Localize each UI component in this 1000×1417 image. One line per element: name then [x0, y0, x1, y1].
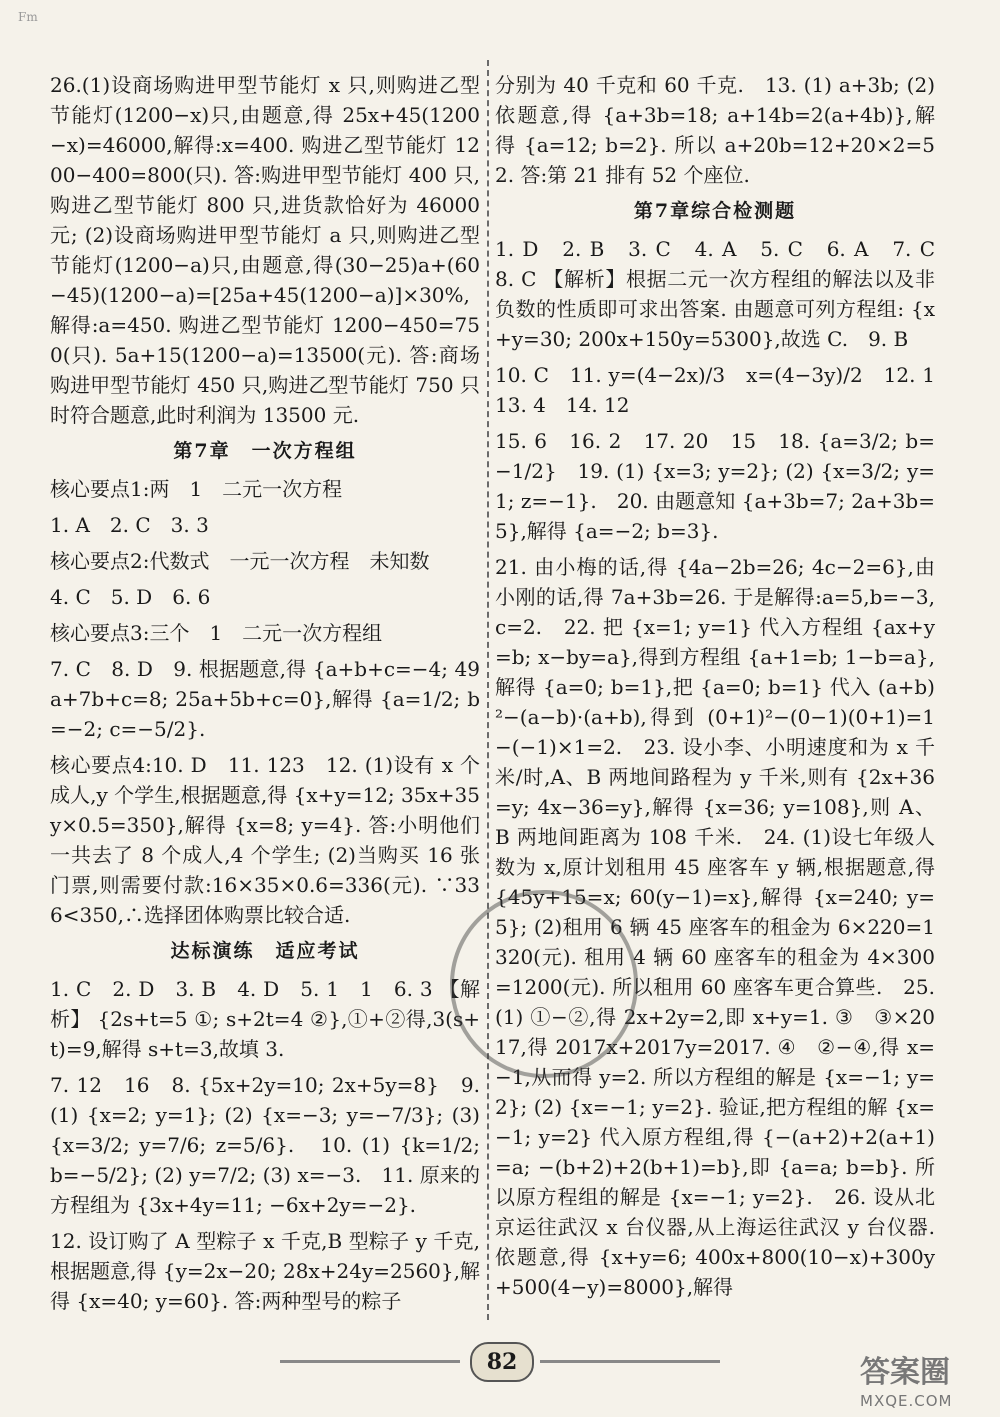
answer-paragraph: 7. 12 16 8. {5x+2y=10; 2x+5y=8} 9. (1) {x=2; y=1}; (2) {x=−3; y=−7/3}; (3) {x=3/2; y=7/6; z=5/6}. 10. (1) {k=1/2; b=−5/2}; (2) y=7/2; (3) x=−3. 11. 原来的方程组为 {3x+4y=11; −6x+2y=−2}.: [50, 1073, 480, 1217]
section-heading: 达标演练 适应考试: [170, 940, 360, 962]
answer-paragraph: 10. C 11. y=(4−2x)/3 x=(4−3y)/2 12. 1 13. 4 14. 12: [495, 363, 955, 417]
answer-paragraph: 核心要点4:10. D 11. 123 12. (1)设有 x 个成人,y 个学生,根据题意,得 {x+y=12; 35x+35y×0.5=350},解得 {x=8; y=4}. 答:小明他们一共去了 8 个成人,4 个学生; (2)当购买 16 张门票,则需要付款:16×35×0.6=336(元). ∵336<350,∴选择团体购票比较合适.: [50, 753, 480, 927]
answer-paragraph: 12. 设订购了 A 型粽子 x 千克,B 型粽子 y 千克,根据题意,得 {y=2x−20; 28x+24y=2560},解得 {x=40; y=60}. 答:两种型号的粽子: [50, 1229, 480, 1313]
answer-paragraph: 4. C 5. D 6. 6: [50, 585, 211, 609]
footer-ornament-left: [280, 1360, 460, 1363]
answer-paragraph: 1. C 2. D 3. B 4. D 5. 1 1 6. 3 【解析】 {2s+t=5 ①; s+2t=4 ②},①+②得,3(s+t)=9,解得 s+t=3,故填 3.: [50, 977, 480, 1061]
answer-paragraph: 15. 6 16. 2 17. 20 15 18. {a=3/2; b=−1/2} 19. (1) {x=3; y=2}; (2) {x=3/2; y=1; z=−1}. 20. 由题意知 {a+3b=7; 2a+3b=5},解得 {a=−2; b=3}.: [495, 429, 935, 543]
left-column: [50, 70, 480, 1322]
edge-mark: Fm: [18, 10, 38, 24]
right-column: [495, 70, 955, 1308]
section-heading: 第7章综合检测题: [633, 200, 797, 222]
answer-paragraph: 1. D 2. B 3. C 4. A 5. C 6. A 7. C 8. C 【解析】根据二元一次方程组的解法以及非负数的性质即可求出答案. 由题意可列方程组: {x+y=30; 200x+150y=5300},故选 C. 9. B: [495, 237, 955, 351]
column-divider: [487, 60, 489, 1320]
page-footer: [0, 1340, 1000, 1380]
answer-paragraph: 核心要点3:三个 1 二元一次方程组: [50, 621, 383, 645]
section-heading: 第7章 一次方程组: [173, 440, 357, 462]
answer-paragraph: 21. 由小梅的话,得 {4a−2b=26; 4c−2=6},由小刚的话,得 7a+3b=26. 于是解得:a=5,b=−3,c=2. 22. 把 {x=1; y=1} 代入方程组 {ax+y=b; x−by=a},得到方程组 {a+1=b; 1−b=a},解得 {a=0; b=1},把 {a=0; b=1} 代入 (a+b)²−(a−b)·(a+b),得到 (0+1)²−(0−1)(0+1)=1−(−1)×1=2. 23. 设小李、小明速度和为 x 千米/时,A、B 两地间路程为 y 千米,则有 {2x+36=y; 4x−36=y},解得 {x=36; y=108},则 A、B 两地间距离为 108 千米. 24. (1)设七年级人数为 x,原计划租用 45 座客车 y 辆,根据题意,得 {45y+15=x; 60(y−1)=x},解得 {x=240; y=5}; (2)租用 6 辆 45 座客车的租金为 6×220=1320(元). 租用 4 辆 60 座客车的租金为 4×300=1200(元). 所以租用 60 座客车更合算些. 25. (1) ①−②,得 2x+2y=2,即 x+y=1. ③ ③×2017,得 2017x+2017y=2017. ④ ②−④,得 x=−1,从而得 y=2. 所以方程组的解是 {x=−1; y=2}; (2) {x=−1; y=2}. 验证,把方程组的解 {x=−1; y=2} 代入原方程组,得 {−(a+2)+2(a+1)=a; −(b+2)+2(b+1)=b},即 {a=a; b=b}. 所以原方程组的解是 {x=−1; y=2}. 26. 设从北京运往武汉 x 台仪器,从上海运往武汉 y 台仪器. 依题意,得 {x+y=6; 400x+800(10−x)+300y+500(4−y)=8000},解得: [495, 555, 935, 1299]
footer-ornament-right: [540, 1360, 720, 1363]
answer-paragraph: 分别为 40 千克和 60 千克. 13. (1) a+3b; (2)依题意,得 {a+3b=18; a+14b=2(a+4b)},解得 {a=12; b=2}. 所以 a+20b=12+20×2=52. 答:第 21 排有 52 个座位.: [495, 73, 935, 187]
answer-paragraph: 1. A 2. C 3. 3: [50, 513, 209, 537]
answer-paragraph: 7. C 8. D 9. 根据题意,得 {a+b+c=−4; 49a+7b+c=8; 25a+5b+c=0},解得 {a=1/2; b=−2; c=−5/2}.: [50, 657, 480, 741]
answer-paragraph: 核心要点2:代数式 一元一次方程 未知数: [50, 549, 430, 573]
page-number: 82: [470, 1342, 534, 1382]
answer-paragraph: 26.(1)设商场购进甲型节能灯 x 只,则购进乙型节能灯(1200−x)只,由题意,得 25x+45(1200−x)=46000,解得:x=400. 购进乙型节能灯 1200−400=800(只). 答:购进甲型节能灯 400 只,购进乙型节能灯 800 只,进货款恰好为 46000 元; (2)设商场购进甲型节能灯 a 只,则购进乙型节能灯(1200−a)只,由题意,得(30−25)a+(60−45)(1200−a)=[25a+45(1200−a)]×30%,解得:a=450. 购进乙型节能灯 1200−450=750(只). 5a+15(1200−a)=13500(元). 答:商场购进甲型节能灯 450 只,购进乙型节能灯 750 只时符合题意,此时利润为 13500 元.: [50, 73, 480, 427]
watermark-url: MXQE.COM: [860, 1392, 953, 1410]
site-watermark: [860, 1355, 1000, 1417]
watermark-logo-text: 答案圈: [860, 1355, 950, 1390]
answer-paragraph: 核心要点1:两 1 二元一次方程: [50, 477, 343, 501]
